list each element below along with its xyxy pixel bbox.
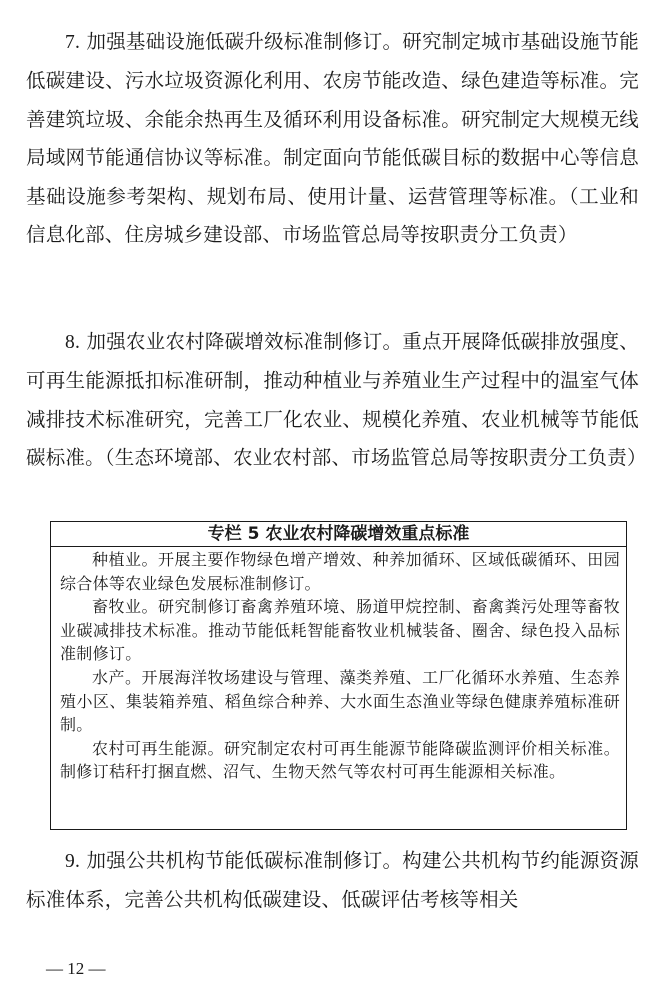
sidebar-box-column-5	[50, 521, 627, 830]
box-item-aquaculture: 水产。开展海洋牧场建设与管理、藻类养殖、工厂化循环水养殖、生态养殖小区、集装箱养殖、稻鱼综合种养、大水面生态渔业等绿色健康养殖标准研制。	[60, 667, 620, 735]
paragraph-number: 9.	[65, 851, 81, 872]
paragraph-7	[26, 23, 639, 254]
paragraph-text: 加强公共机构节能低碳标准制修订。构建公共机构节约能源资源标准体系，完善公共机构低碳建设、低碳评估考核等相关	[26, 849, 639, 912]
box-item-livestock: 畜牧业。研究制修订畜禽养殖环境、肠道甲烷控制、畜禽粪污处理等畜牧业碳减排技术标准。推动节能低耗智能畜牧业机械装备、圈舍、绿色投入品标准制修订。	[60, 597, 620, 664]
box-body	[60, 548, 620, 784]
paragraph-8	[26, 323, 647, 478]
paragraph-9	[26, 842, 639, 920]
paragraph-text: 加强基础设施低碳升级标准制修订。研究制定城市基础设施节能低碳建设、污水垃圾资源化利用、农房节能改造、绿色建造等标准。完善建筑垃圾、余能余热再生及循环利用设备标准。研究制定大规模无线局域网节能通信协议等标准。制定面向节能低碳目标的数据中心等信息基础设施参考架构、规划布局、使用计量、运营管理等标准。（工业和信息化部、住房城乡建设部、市场监管总局等按职责分工负责）	[26, 30, 639, 247]
paragraph-text: 加强农业农村降碳增效标准制修订。重点开展降低碳排放强度、可再生能源抵扣标准研制，推动种植业与养殖业生产过程中的温室气体减排技术标准研究，完善工厂化农业、规模化养殖、农业机械等节能低碳标准。（生态环境部、农业农村部、市场监管总局等按职责分工负责）	[26, 330, 647, 470]
box-item-planting: 种植业。开展主要作物绿色增产增效、种养加循环、区域低碳循环、田园综合体等农业绿色发展标准制修订。	[60, 550, 620, 593]
box-item-rural-renewable-energy: 农村可再生能源。研究制定农村可再生能源节能降碳监测评价相关标准。制修订秸秆打捆直燃、沼气、生物天然气等农村可再生能源相关标准。	[60, 738, 620, 782]
paragraph-number: 7.	[65, 32, 81, 53]
box-title: 专栏 5 农业农村降碳增效重点标准	[51, 522, 626, 547]
page-number: — 12 —	[46, 959, 106, 978]
paragraph-number: 8.	[65, 332, 81, 353]
